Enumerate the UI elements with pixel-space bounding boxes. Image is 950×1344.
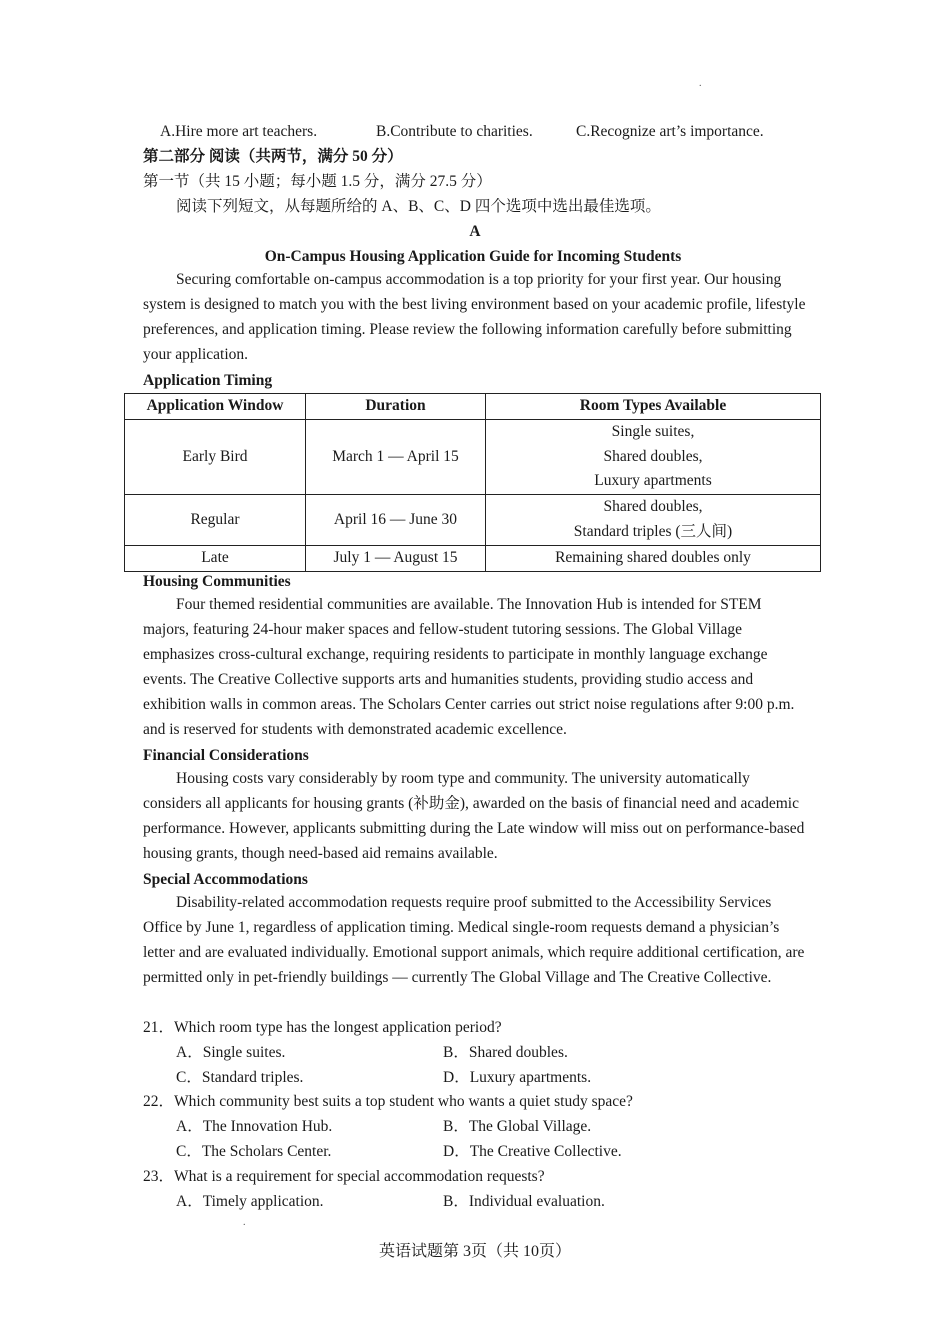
table-header: Room Types Available — [486, 394, 821, 420]
special-heading: Special Accommodations — [143, 871, 308, 888]
timing-heading: Application Timing — [143, 372, 273, 389]
question-number: 21． — [143, 1019, 175, 1036]
window-cell: Late — [125, 545, 306, 571]
option-a[interactable]: A．Timely application. — [176, 1193, 324, 1210]
room-types-cell — [486, 495, 821, 546]
duration-cell: April 16 — June 30 — [306, 495, 486, 546]
page-footer: 英语试题第 3页（共 10页） — [378, 1243, 571, 1260]
question-21 — [143, 1018, 502, 1038]
intro-paragraph: Securing comfortable on-campus accommodation is a top priority for your first year. Our housing system is designed to match you with the best living environment based on your academic profile, lifestyle preferences, and application timing. Please review the following information carefully before submitting your application. — [143, 271, 806, 363]
prev-option-b: B.Contribute to charities. — [376, 123, 533, 140]
question-number: 23． — [143, 1168, 175, 1185]
prev-option-c: C.Recognize art’s importance. — [576, 123, 764, 140]
financial-paragraph: Housing costs vary considerably by room type and community. The university automatically considers all applicants for housing grants (补助金), awarded on the basis of financial need and academic performance. However, applicants submitting during the Late window will miss out on performance-based housing grants, though need-based aid remains available. — [143, 770, 805, 862]
option-a[interactable]: A．The Innovation Hub. — [176, 1118, 333, 1135]
passage-letter: A — [469, 223, 481, 240]
question-23 — [143, 1167, 545, 1187]
table-row — [125, 545, 821, 571]
prev-option-a: A.Hire more art teachers. — [160, 123, 318, 140]
option-d[interactable]: D．Luxury apartments. — [443, 1069, 592, 1086]
special-paragraph: Disability-related accommodation requests require proof submitted to the Accessibility Services Office by June 1, regardless of application timing. Medical single-room requests demand a physician’s letter and are evaluated individually. Emotional support animals, which require additional certification, are permitted only in pet-friendly buildings — currently The Global Village and The Creative Collective. — [143, 894, 805, 986]
financial-heading: Financial Considerations — [143, 747, 309, 764]
question-text: What is a requirement for special accommodation requests? — [174, 1168, 545, 1185]
question-text: Which community best suits a top student who wants a quiet study space? — [174, 1093, 633, 1110]
table-row — [125, 495, 821, 546]
question-number: 22． — [143, 1093, 175, 1110]
communities-heading: Housing Communities — [143, 573, 291, 590]
table-header: Application Window — [125, 394, 306, 420]
duration-cell: March 1 — April 15 — [306, 419, 486, 494]
option-b[interactable]: B．The Global Village. — [443, 1118, 592, 1135]
table-header: Duration — [306, 394, 486, 420]
window-cell: Early Bird — [125, 419, 306, 494]
option-a[interactable]: A．Single suites. — [176, 1044, 286, 1061]
scan-dot: . — [243, 1217, 246, 1228]
room-type: Shared doubles, — [603, 498, 703, 516]
duration-cell: July 1 — August 15 — [306, 545, 486, 571]
window-cell: Regular — [125, 495, 306, 546]
section-title: 第一节（共 15 小题；每小题 1.5 分，满分 27.5 分） — [143, 173, 492, 190]
room-type: Shared doubles, — [603, 447, 703, 465]
room-type: Single suites, — [611, 422, 695, 440]
communities-paragraph: Four themed residential communities are available. The Innovation Hub is intended for STEM majors, featuring 24-hour maker spaces and fellow-student tutoring sessions. The Global Village emphasizes cross-cultural exchange, requiring residents to participate in monthly language exchange events. The Creative Collective supports arts and humanities students, providing studio access and exhibition walls in common areas. The Scholars Center carries out strict noise regulations after 9:00 p.m. and is reserved for students with demonstrated academic excellence. — [143, 596, 795, 738]
option-c[interactable]: C．The Scholars Center. — [176, 1143, 332, 1160]
passage-title: On-Campus Housing Application Guide for Incoming Students — [264, 248, 682, 265]
scan-dot: . — [699, 78, 702, 89]
option-d[interactable]: D．The Creative Collective. — [443, 1143, 622, 1160]
table-row — [125, 419, 821, 494]
option-c[interactable]: C．Standard triples. — [176, 1069, 304, 1086]
room-type: Standard triples (三人间) — [573, 522, 733, 540]
room-types-cell — [486, 419, 821, 494]
part-title: 第二部分 阅读（共两节，满分 50 分） — [143, 148, 403, 165]
room-types-cell: Remaining shared doubles only — [486, 545, 821, 571]
instruction: 阅读下列短文，从每题所给的 A、B、C、D 四个选项中选出最佳选项。 — [176, 198, 661, 215]
question-text: Which room type has the longest application period? — [174, 1019, 502, 1036]
option-b[interactable]: B．Individual evaluation. — [443, 1193, 605, 1210]
room-type: Luxury apartments — [594, 472, 712, 490]
application-timing-table — [124, 393, 821, 572]
question-22 — [143, 1092, 633, 1112]
table-header-row — [125, 394, 821, 420]
option-b[interactable]: B．Shared doubles. — [443, 1044, 568, 1061]
